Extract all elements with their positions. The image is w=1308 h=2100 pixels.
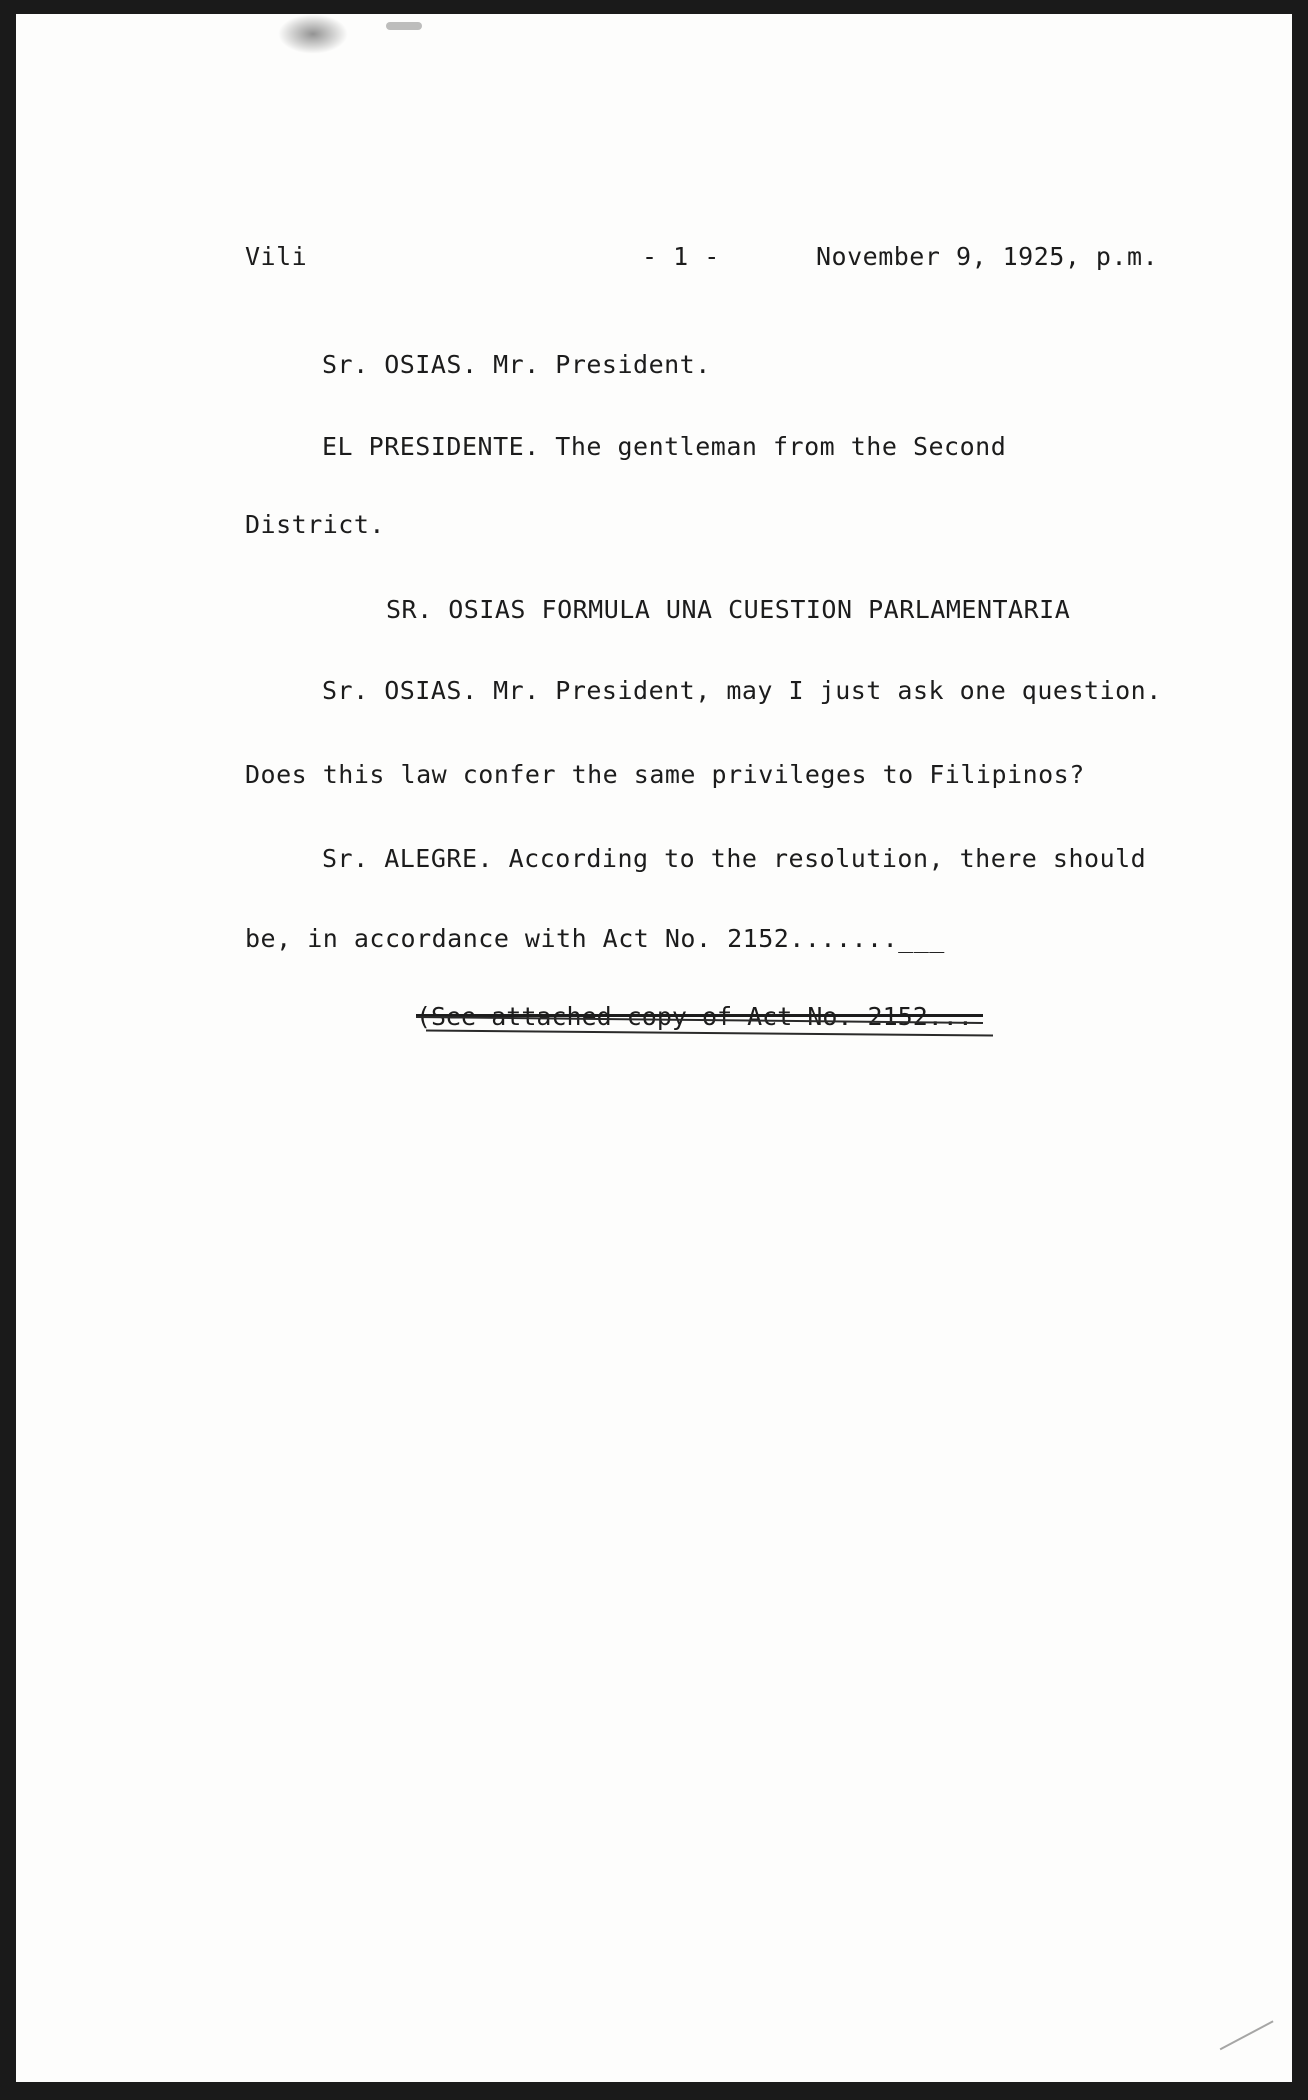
- transcript-line: District.: [245, 510, 385, 539]
- document-page: [16, 14, 1292, 2082]
- transcript-line: Sr. ALEGRE. According to the resolution, there should: [322, 844, 1147, 873]
- ink-smudge: [278, 14, 348, 54]
- header-date: November 9, 1925, p.m.: [816, 242, 1159, 271]
- page-number: - 1 -: [642, 242, 720, 271]
- header-initials: Vili: [245, 242, 308, 271]
- section-heading: SR. OSIAS FORMULA UNA CUESTION PARLAMENTARIA: [386, 595, 1071, 624]
- transcript-line: Does this law confer the same privileges to Filipinos?: [245, 760, 1085, 789]
- corner-mark: [1220, 2020, 1292, 2082]
- transcript-line: EL PRESIDENTE. The gentleman from the Second: [322, 432, 1007, 461]
- transcript-line: be, in accordance with Act No. 2152.......___: [245, 924, 945, 953]
- transcript-line: Sr. OSIAS. Mr. President.: [322, 350, 711, 379]
- struck-through-note: [416, 1004, 973, 1029]
- transcript-line: Sr. OSIAS. Mr. President, may I just ask one question.: [322, 676, 1162, 705]
- ink-smudge-small: [386, 22, 422, 30]
